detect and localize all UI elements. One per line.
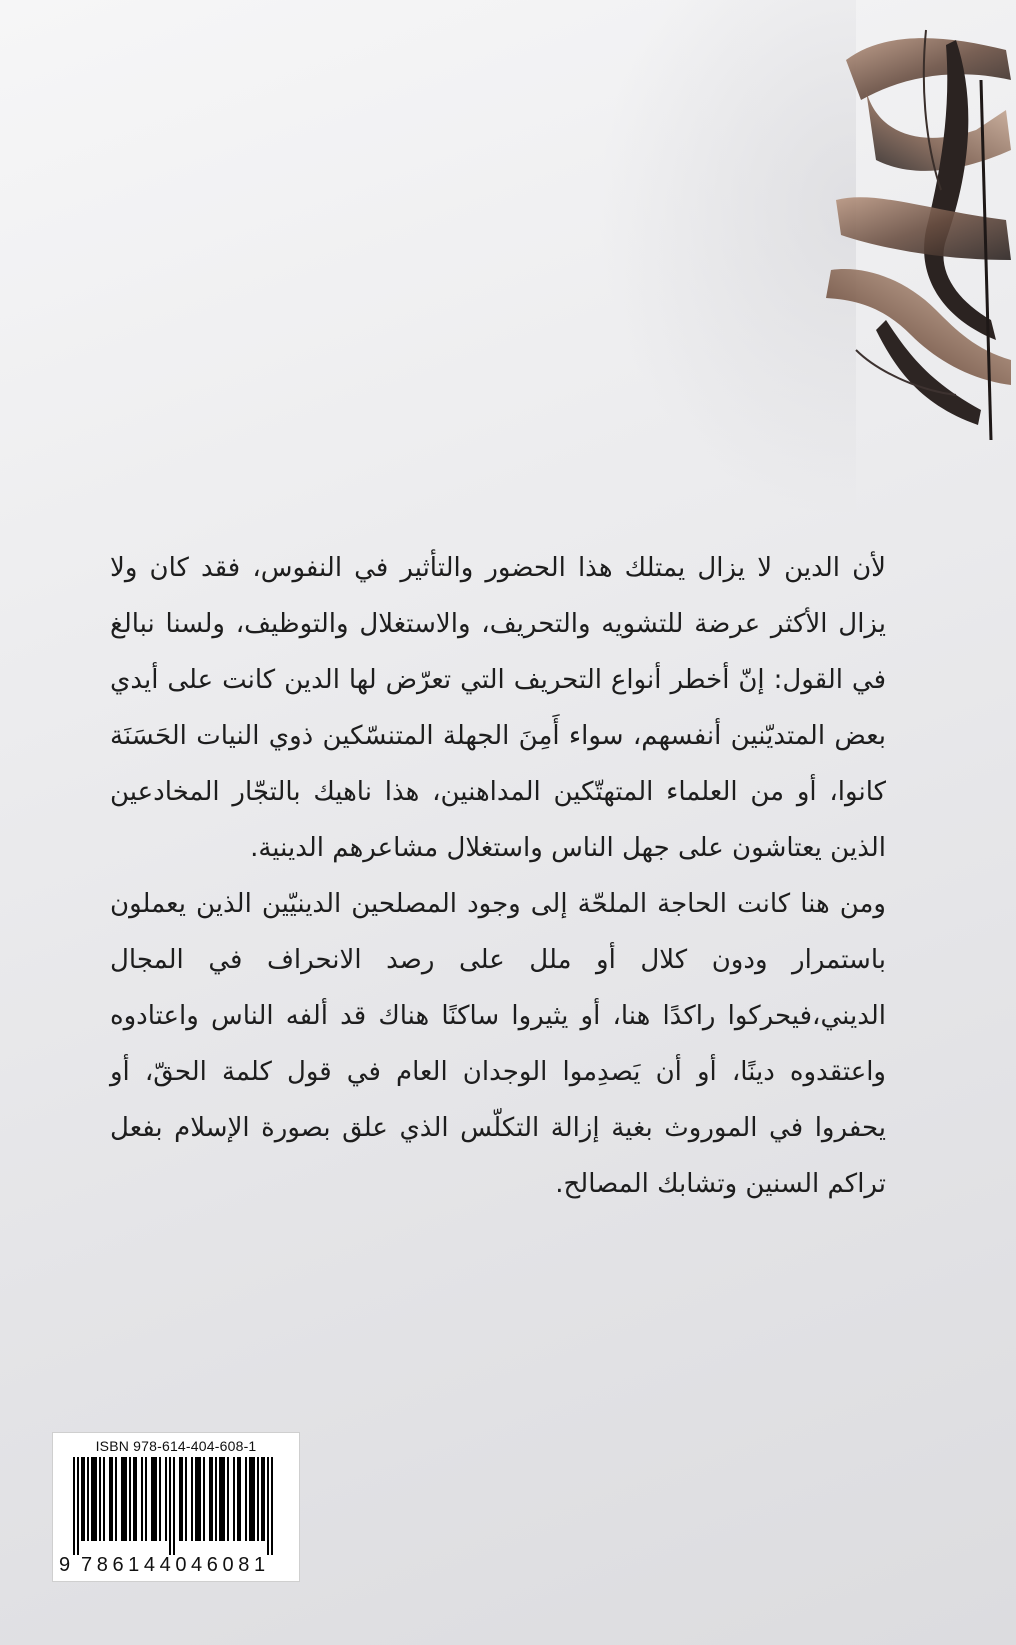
barcode-bars	[57, 1457, 295, 1555]
isbn-label: ISBN 978-614-404-608-1	[95, 1438, 257, 1454]
ean-digit-groups: 786144046081	[81, 1554, 270, 1576]
calligraphy-artwork-svg	[806, 20, 1016, 440]
back-cover-blurb	[110, 540, 886, 1212]
isbn-barcode	[52, 1432, 300, 1582]
ean-first-digit: 9	[59, 1554, 75, 1576]
blurb-paragraph-2: ومن هنا كانت الحاجة الملحّة إلى وجود المصلحين الدينيّين الذين يعملون باستمرار ودون كلال أو ملل على رصد الانحراف في المجال الديني،فيحركوا راكدًا هنا، أو يثيروا ساكنًا هناك قد ألفه الناس واعتادوه واعتقدوه دينًا، أو أن يَصدِموا الوجدان العام في قول كلمة الحقّ، أو يحفروا في الموروث بغية إزالة التكلّس الذي علق بصورة الإسلام بفعل تراكم السنين وتشابك المصالح.	[110, 889, 886, 1199]
blurb-paragraph-1: لأن الدين لا يزال يمتلك هذا الحضور والتأثير في النفوس، فقد كان ولا يزال الأكثر عرضة للتشويه والتحريف، والاستغلال والتوظيف، ولسنا نبالغ في القول: إنّ أخطر أنواع التحريف التي تعرّض لها الدين كانت على أيدي بعض المتديّنين أنفسهم، سواء أَمِنَ الجهلة المتنسّكين ذوي النيات الحَسَنَة كانوا، أو من العلماء المتهتّكين المداهنين، هذا ناهيك بالتجّار المخادعين الذين يعتاشون على جهل الناس واستغلال مشاعرهم الدينية.	[110, 553, 886, 863]
calligraphy-artwork	[806, 20, 1016, 440]
